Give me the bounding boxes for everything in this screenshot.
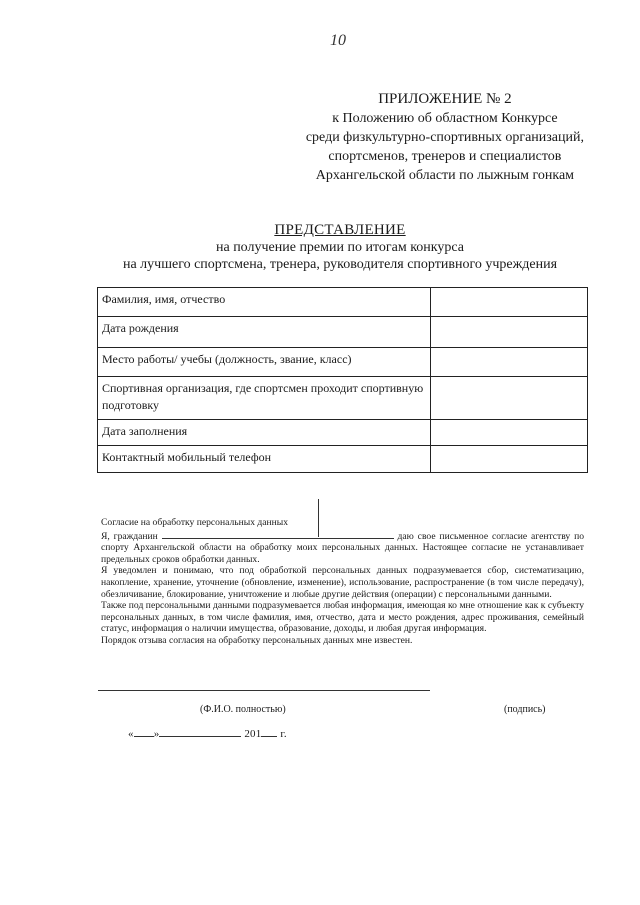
field-label-phone: Контактный мобильный телефон (98, 446, 431, 473)
representation-header (90, 222, 590, 273)
field-value-workplace[interactable] (431, 348, 588, 377)
consent-block (101, 517, 584, 647)
representation-line: на лучшего спортсмена, тренера, руководителя спортивного учреждения (122, 257, 558, 272)
year-blank[interactable] (261, 727, 277, 737)
appendix-header (306, 90, 584, 185)
field-value-organization[interactable] (431, 377, 588, 420)
fio-signature-line[interactable] (98, 690, 430, 691)
table-row (98, 446, 588, 473)
date-quote-open: « (128, 728, 134, 740)
field-label-workplace: Место работы/ учебы (должность, звание, класс) (98, 348, 431, 377)
fio-label: (Ф.И.О. полностью) (200, 704, 286, 715)
appendix-line: спортсменов, тренеров и специалистов (328, 149, 562, 164)
table-row (98, 288, 588, 317)
date-line (128, 727, 287, 740)
table-row (98, 377, 588, 420)
table-row (98, 317, 588, 348)
citizen-name-blank[interactable] (162, 529, 394, 539)
appendix-line: Архангельской области по лыжным гонкам (315, 168, 575, 183)
field-label-organization: Спортивная организация, где спортсмен проходит спортивную подготовку (98, 377, 431, 420)
consent-rest: даю свое письменное согласие агентству по спорту Архангельской области на обработку моих персональных данных. Настоящее согласие не устанавливает предельных сроков обработки данных. (101, 530, 584, 565)
appendix-line: к Положению об областном Конкурсе (332, 111, 558, 126)
signature-label: (подпись) (504, 704, 546, 715)
page-number: 10 (330, 32, 346, 49)
field-value-phone[interactable] (431, 446, 588, 473)
day-blank[interactable] (134, 727, 154, 737)
consent-paragraph: Также под персональными данными подразумевается любая информация, имеющая ко мне отношение как к субъекту персональных данных, в том числе фамилия, имя, отчество, дата и место рождения, адрес проживания, семейный статус, информация о наличии имущества, образование, доходы, и любая другая информация. (101, 600, 584, 635)
field-value-fill-date[interactable] (431, 420, 588, 446)
representation-line: на получение премии по итогам конкурса (215, 240, 465, 255)
field-value-fio[interactable] (431, 288, 588, 317)
appendix-line: среди физкультурно-спортивных организаций, (305, 130, 584, 145)
field-label-fill-date: Дата заполнения (98, 420, 431, 446)
date-suffix: г. (280, 728, 287, 740)
consent-paragraph (101, 529, 584, 566)
date-year-prefix: 201 (244, 728, 262, 740)
consent-heading: Согласие на обработку персональных данных (101, 517, 289, 528)
field-label-birthdate: Дата рождения (98, 317, 431, 348)
consent-paragraph: Я уведомлен и понимаю, что под обработкой персональных данных подразумевается сбор, систематизацию, накопление, хранение, уточнение (обновление, изменение), использование, распространение (в том числе передачу), обезличивание, блокирование, уничтожение и любые другие действия (операции) с персональными данными. (101, 565, 584, 600)
representation-title: ПРЕДСТАВЛЕНИЕ (274, 222, 406, 238)
date-quote-close: » (153, 728, 160, 740)
table-row (98, 420, 588, 446)
consent-start: Я, гражданин (101, 530, 158, 542)
form-table (97, 287, 588, 473)
field-value-birthdate[interactable] (431, 317, 588, 348)
appendix-title: ПРИЛОЖЕНИЕ № 2 (378, 91, 512, 107)
month-blank[interactable] (159, 727, 241, 737)
field-label-fio: Фамилия, имя, отчество (98, 288, 431, 317)
table-row (98, 348, 588, 377)
consent-paragraph: Порядок отзыва согласия на обработку персональных данных мне известен. (101, 634, 413, 646)
